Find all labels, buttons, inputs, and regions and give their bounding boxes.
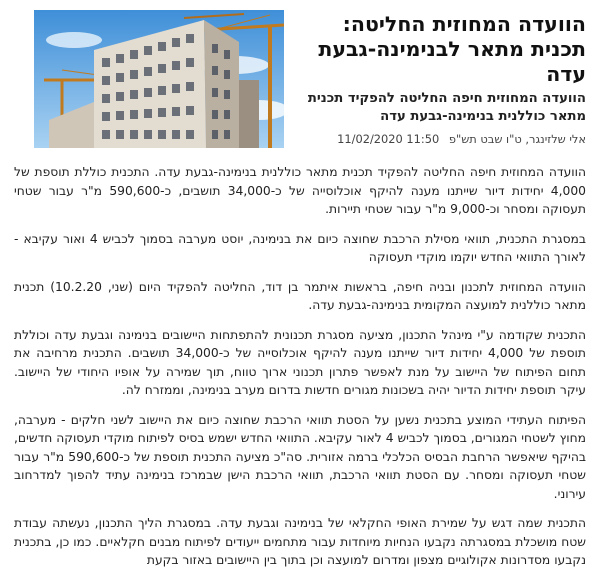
article-subheadline: הוועדה המחוזית חיפה החליטה להפקיד תכנית מתאר כוללנית בנימינה-גבעת עדה <box>307 91 586 124</box>
article-header <box>0 0 600 150</box>
paragraph: התכנית שמה דגש על שמירת האופי החקלאי של בנימינה וגבעת עדה. במסגרת הליך התכנון, נעשתה עבודת שטח מושכלת במסגרתה נקבעו הנחיות מיוחדות עבור מתחמים ייעודים לפיתוח מבנים חקלאיים. כמו כן, בתכנית נקבעו מסדרונות אקולוגיים מצפון ומדרום למועצה וכן בתוך בין היישובים באזור בקעת <box>14 516 586 567</box>
paragraph: הוועדה המחוזית חיפה החליטה להפקיד תכנית מתאר כוללנית בנימינה-גבעת עדה. התכנית כוללת תוספת של 4,000 יחידות דיור שייתנו מענה להיקף אוכלוסייה של כ-34,000 תושבים, כ-590,600 מ"ר עבור שטחי תעסוקה ומסחר וכ-9,000 מ"ר עבור שטחי תיירות. <box>14 165 586 216</box>
construction-photo-icon <box>34 10 284 148</box>
paragraph: במסגרת התכנית, תוואי מסילת הרכבת שחוצה כיום את בנימינה, יוסט מערבה בסמוך לכביש 4 ואור עקיבא - לאורך התוואי החדש יוקמו מוקדי תעסוקה <box>14 231 587 264</box>
publish-datetime: 11:50 11/02/2020 <box>337 132 440 146</box>
article-body <box>14 163 586 571</box>
construction-photo <box>34 10 284 148</box>
paragraph: הוועדה המחוזית לתכנון ובניה חיפה, בראשות איתמר בן דוד, החליטה להפקיד היום (שני, 10.2.20) תכנית מתאר כוללנית למועצה המקומית בנימינה-גבעת עדה. <box>14 279 587 312</box>
article-headline: הוועדה המחוזית החליטה: תכנית מתאר לבנימינה-גבעת עדה <box>318 12 586 86</box>
paragraph: התכנית שקודמה ע"י מינהל התכנון, מציעה מסגרת תכנונית להתפתחות היישובים בנימינה וגבעת עדה וכוללת תוספת של 4,000 יחידות דיור שייתנו מענה להיקף אוכלוסייה של כ-34,000 תושבים. התכנית מרחיבה את תחום הפיתוח של היישוב על מנת לאפשר פתרון תכנוני ארוך טווח, תוך שמירה על אופיו היחודי של היישוב. עיקר תוספת יחידות הדיור יהיה בשכונות מגורים חדשות בדרום מערב בנימינה, וממזרח לה. <box>14 327 586 397</box>
paragraph: הפיתוח העתידי המוצע בתכנית נשען על הסטת תוואי הרכבת שחוצה כיום את היישוב לשני חלקים - מערבה, מחוץ לשטחי המגורים, בסמוך לכביש 4 לאור עקיבא. התוואי החדש ישמש בסיס לפיתוח מוקדי תעסוקה חדשים, בהיקף שיאפשר הרחבת הבסיס הכלכלי ברמה אזורית. סה"כ מציעה התכנית תוספת של כ-590,600 מ"ר עבור שטחי תעסוקה ומסחר. עם הסטת תוואי הרכבת, תוואי הרכבת הישן שבמרכז בנימינה עתיד להפוך למדרחוב עירוני. <box>14 412 587 501</box>
byline <box>296 132 586 146</box>
author-name: אלי שלזינגר, ט"ו שבט תש"פ <box>448 132 586 146</box>
